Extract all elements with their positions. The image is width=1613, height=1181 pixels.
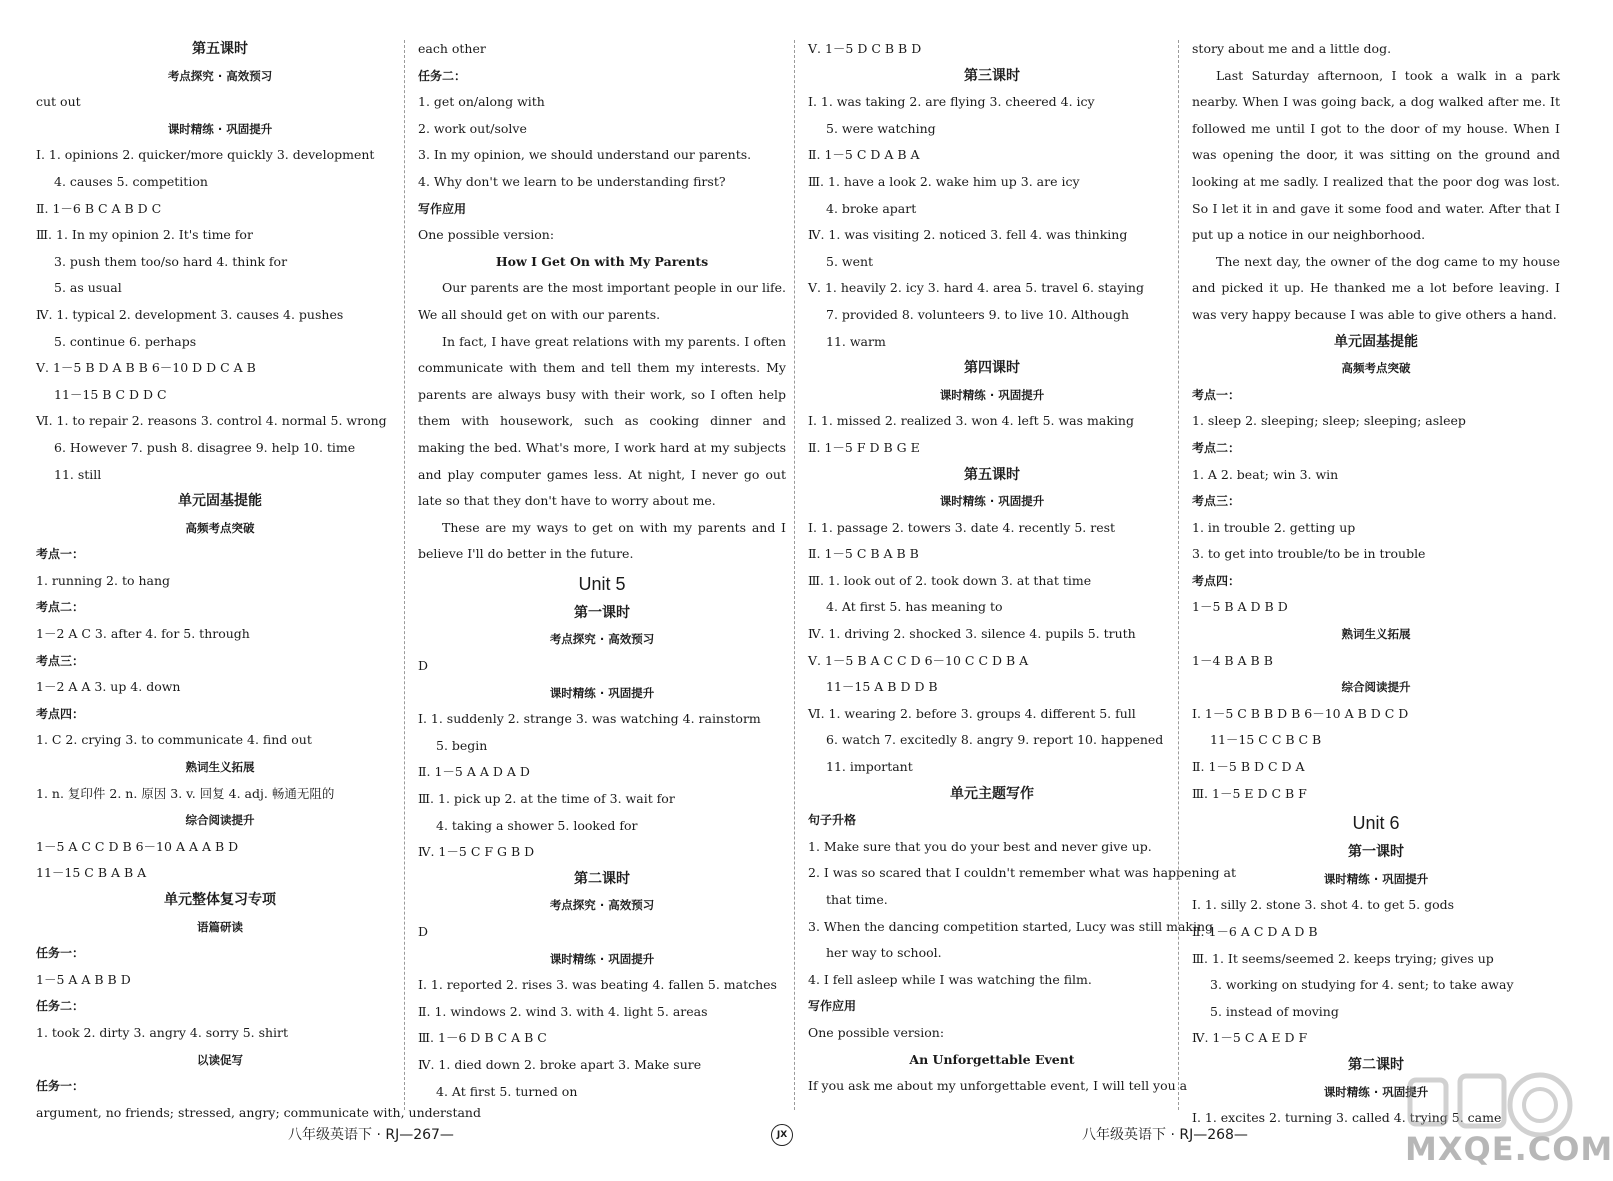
task-label: 考点三： bbox=[1192, 494, 1241, 509]
answer-line: If you ask me about my unforgettable event, I will tell you a bbox=[808, 1078, 1188, 1094]
task-label: 写作应用 bbox=[418, 201, 467, 216]
answer-line: Ⅰ. 1. opinions 2. quicker/more quickly 3. development bbox=[36, 147, 375, 163]
subsection-heading: 熟词生义拓展 bbox=[185, 760, 255, 775]
section-heading: 单元主题写作 bbox=[950, 785, 1034, 802]
answer-line: 1. took 2. dirty 3. angry 4. sorry 5. shirt bbox=[36, 1024, 289, 1040]
section-heading: 第四课时 bbox=[964, 360, 1020, 377]
essay-paragraph: In fact, I have great relations with my parents. I often communicate with them and tell them my interests. My parents are always busy with their work, so I often help them with housework, such as cooking dinner and making the bed. What's more, I work hard at my subjects and play computer games less. At night, I never go out late so that they don't have to worry about me. bbox=[418, 333, 786, 509]
answer-line: Ⅰ. 1. reported 2. rises 3. was beating 4. fallen 5. matches bbox=[418, 977, 777, 993]
answer-line: 7. provided 8. volunteers 9. to live 10. Although bbox=[826, 306, 1130, 322]
answer-line: Ⅰ. 1. was taking 2. are flying 3. cheered 4. icy bbox=[808, 94, 1095, 110]
answer-line: Ⅱ. 1－5 B D C D A bbox=[1192, 759, 1305, 775]
section-heading: 第二课时 bbox=[1348, 1056, 1404, 1073]
answer-line: Ⅲ. 1. In my opinion 2. It's time for bbox=[36, 227, 253, 243]
watermark-text: MXQE.COM bbox=[1405, 1130, 1613, 1168]
page-footer-left: 八年级英语下 · RJ—267— bbox=[288, 1127, 454, 1143]
answer-line: Ⅵ. 1. to repair 2. reasons 3. control 4. normal 5. wrong bbox=[36, 413, 387, 429]
answer-line: Ⅳ. 1－5 C A E D F bbox=[1192, 1030, 1308, 1046]
answer-line: 1－2 A A 3. up 4. down bbox=[36, 679, 181, 695]
section-heading: 第三课时 bbox=[964, 67, 1020, 84]
unit-title: Unit 5 bbox=[578, 573, 626, 594]
answer-line: 3. to get into trouble/to be in trouble bbox=[1192, 546, 1426, 562]
answer-line: Ⅰ. 1. excites 2. turning 3. called 4. trying 5. came bbox=[1192, 1110, 1502, 1126]
task-label: 任务二： bbox=[418, 68, 467, 83]
task-label: 句子升格 bbox=[808, 813, 857, 828]
answer-line: 1－5 A A B B D bbox=[36, 971, 131, 987]
answer-line: 1. C 2. crying 3. to communicate 4. find out bbox=[36, 732, 312, 748]
task-label: 考点一： bbox=[1192, 387, 1241, 402]
answer-line: 11－15 C B A B A bbox=[36, 865, 147, 881]
subsection-heading: 综合阅读提升 bbox=[1341, 680, 1411, 695]
task-label: 任务二： bbox=[36, 999, 85, 1014]
answer-line: Ⅴ. 1－5 B A C C D 6－10 C C D B A bbox=[808, 652, 1029, 668]
section-heading: 第五课时 bbox=[964, 466, 1020, 483]
answer-line: 11. important bbox=[826, 759, 913, 775]
subsection-heading: 课时精练 · 巩固提升 bbox=[549, 951, 655, 966]
subsection-heading: 熟词生义拓展 bbox=[1341, 627, 1411, 642]
answer-line: Ⅲ. 1. It seems/seemed 2. keeps trying; gives up bbox=[1192, 950, 1494, 966]
answer-line: Ⅲ. 1. look out of 2. took down 3. at that time bbox=[808, 572, 1092, 588]
page-footer-right: 八年级英语下 · RJ—268— bbox=[1082, 1127, 1248, 1143]
answer-line: Ⅲ. 1. pick up 2. at the time of 3. wait for bbox=[418, 791, 675, 807]
answer-line: Ⅲ. 1－6 D B C A B C bbox=[418, 1030, 547, 1046]
answer-line: Ⅰ. 1. suddenly 2. strange 3. was watching 4. rainstorm bbox=[418, 711, 761, 727]
answer-line: 3. push them too/so hard 4. think for bbox=[54, 253, 288, 269]
answer-line: 1. running 2. to hang bbox=[36, 572, 171, 588]
answer-line: Ⅱ. 1－6 A C D A D B bbox=[1192, 924, 1318, 939]
answer-line: 6. watch 7. excitedly 8. angry 9. report 10. happened bbox=[826, 732, 1164, 748]
answer-line: 1－4 B A B B bbox=[1192, 652, 1273, 668]
answer-line: Ⅲ. 1－5 E D C B F bbox=[1192, 785, 1307, 801]
subsection-heading: 课时精练 · 巩固提升 bbox=[167, 121, 273, 136]
answer-line: D bbox=[418, 658, 429, 674]
answer-line: 5. as usual bbox=[54, 280, 122, 296]
answer-line: 1－5 A C C D B 6－10 A A A B D bbox=[36, 838, 239, 854]
answer-line: Ⅱ. 1. windows 2. wind 3. with 4. light 5. areas bbox=[418, 1003, 708, 1019]
answer-line: Ⅱ. 1－5 F D B G E bbox=[808, 439, 920, 455]
answer-line: 11. warm bbox=[826, 333, 886, 349]
answer-line: Ⅰ. 1. passage 2. towers 3. date 4. recently 5. rest bbox=[808, 519, 1116, 535]
answer-line: Ⅵ. 1. wearing 2. before 3. groups 4. different 5. full bbox=[808, 705, 1136, 721]
answer-line: Ⅳ. 1－5 C F G B D bbox=[418, 844, 535, 860]
answer-line: Ⅳ. 1. driving 2. shocked 3. silence 4. pupils 5. truth bbox=[808, 626, 1136, 642]
task-label: 任务一： bbox=[36, 946, 85, 961]
answer-line: 4. I fell asleep while I was watching the film. bbox=[808, 971, 1092, 987]
unit-title: Unit 6 bbox=[1352, 813, 1400, 834]
answer-line: 3. working on studying for 4. sent; to take away bbox=[1210, 977, 1514, 993]
answer-line: 5. were watching bbox=[826, 120, 936, 136]
answer-line: 5. begin bbox=[436, 737, 488, 753]
answer-line: Ⅳ. 1. died down 2. broke apart 3. Make sure bbox=[418, 1056, 702, 1072]
task-label: 写作应用 bbox=[808, 999, 857, 1014]
task-label: 考点四： bbox=[1192, 573, 1241, 588]
answer-line: 4. broke apart bbox=[826, 200, 917, 216]
answer-line: 11－15 C C B C B bbox=[1210, 732, 1322, 748]
answer-line: 1－2 A C 3. after 4. for 5. through bbox=[36, 626, 250, 642]
essay-title: How I Get On with My Parents bbox=[495, 253, 709, 269]
answer-line: Ⅴ. 1－5 B D A B B 6－10 D D C A B bbox=[36, 360, 256, 376]
answer-line: 1. get on/along with bbox=[418, 94, 545, 110]
column-divider bbox=[404, 40, 405, 1110]
essay-paragraph: Last Saturday afternoon, I took a walk in a park nearby. When I was going back, a dog walked after me. It followed me until I got to the door of my house. When I was opening the door, it was sitting on the ground and looking at me sadly. I realized that the poor dog was lost. So I let it in and gave it some food and water. After that I put up a notice in our neighborhood. bbox=[1192, 67, 1560, 243]
answer-line: Ⅱ. 1－6 B C A B D C bbox=[36, 200, 162, 216]
answer-line: Ⅲ. 1. have a look 2. wake him up 3. are icy bbox=[808, 173, 1080, 189]
answer-line: her way to school. bbox=[826, 945, 942, 961]
section-heading: 单元整体复习专项 bbox=[164, 892, 276, 908]
answer-line: One possible version: bbox=[808, 1024, 945, 1040]
answer-line: cut out bbox=[36, 94, 81, 110]
subsection-heading: 以读促写 bbox=[197, 1052, 243, 1067]
answer-line: 11. still bbox=[54, 466, 102, 482]
answer-line: Ⅳ. 1. was visiting 2. noticed 3. fell 4. was thinking bbox=[808, 227, 1128, 243]
answer-line: 2. work out/solve bbox=[418, 120, 527, 136]
answer-line: One possible version: bbox=[418, 227, 555, 243]
answer-line: 1. sleep 2. sleeping; sleep; sleeping; asleep bbox=[1192, 413, 1466, 429]
subsection-heading: 课时精练 · 巩固提升 bbox=[939, 494, 1045, 509]
answer-line: Ⅰ. 1. missed 2. realized 3. won 4. left 5. was making bbox=[808, 413, 1134, 429]
section-heading: 单元固基提能 bbox=[1334, 333, 1418, 350]
section-heading: 第一课时 bbox=[1348, 844, 1404, 861]
column-divider bbox=[794, 40, 795, 1110]
answer-line: 4. causes 5. competition bbox=[54, 173, 208, 189]
answer-line: Ⅱ. 1－5 A A D A D bbox=[418, 764, 530, 780]
answer-line: 5. went bbox=[826, 253, 874, 269]
answer-line: 4. At first 5. has meaning to bbox=[826, 599, 1003, 615]
subsection-heading: 考点探究 · 高效预习 bbox=[549, 632, 655, 647]
essay-paragraph: Our parents are the most important people in our life. We all should get on with our parents. bbox=[418, 280, 786, 322]
answer-line: Ⅰ. 1－5 C B B D B 6－10 A B D C D bbox=[1192, 705, 1409, 721]
subsection-heading: 课时精练 · 巩固提升 bbox=[1323, 871, 1429, 886]
subsection-heading: 语篇研读 bbox=[197, 919, 243, 934]
task-label: 考点三： bbox=[36, 653, 85, 668]
answer-line: 11－15 B C D D C bbox=[54, 386, 167, 402]
answer-column-4 bbox=[1192, 36, 1560, 1132]
task-label: 考点二： bbox=[36, 600, 85, 615]
answer-line: 11－15 A B D D B bbox=[826, 679, 938, 695]
answer-line: 5. instead of moving bbox=[1210, 1003, 1339, 1019]
answer-line: 6. However 7. push 8. disagree 9. help 10. time bbox=[54, 439, 356, 455]
subsection-heading: 课时精练 · 巩固提升 bbox=[549, 685, 655, 700]
answer-line: 4. At first 5. turned on bbox=[436, 1083, 578, 1099]
answer-line: Ⅱ. 1－5 C B A B B bbox=[808, 546, 919, 562]
answer-line: each other bbox=[418, 41, 486, 56]
answer-line: 1. Make sure that you do your best and never give up. bbox=[808, 838, 1152, 854]
answer-line: 1. in trouble 2. getting up bbox=[1192, 519, 1356, 535]
answer-line: D bbox=[418, 924, 429, 939]
answer-line: 5. continue 6. perhaps bbox=[54, 333, 197, 349]
answer-line: 4. taking a shower 5. looked for bbox=[436, 817, 638, 833]
answer-line: 3. In my opinion, we should understand our parents. bbox=[418, 147, 752, 163]
essay-paragraph: These are my ways to get on with my parents and I believe I'll do better in the future. bbox=[418, 519, 786, 562]
essay-title: An Unforgettable Event bbox=[909, 1051, 1075, 1067]
section-heading: 第二课时 bbox=[574, 870, 630, 887]
section-heading: 单元固基提能 bbox=[178, 493, 262, 510]
task-label: 任务一： bbox=[36, 1079, 85, 1094]
subsection-heading: 高频考点突破 bbox=[185, 520, 255, 535]
answer-line: 1. n. 复印件 2. n. 原因 3. v. 回复 4. adj. 畅通无阻的 bbox=[36, 785, 335, 801]
subsection-heading: 考点探究 · 高效预习 bbox=[167, 68, 273, 83]
jx-badge: JX bbox=[771, 1124, 793, 1146]
task-label: 考点四： bbox=[36, 706, 85, 721]
subsection-heading: 考点探究 · 高效预习 bbox=[549, 898, 655, 913]
subsection-heading: 综合阅读提升 bbox=[185, 813, 255, 828]
answer-line: 2. I was so scared that I couldn't remember what was happening at bbox=[808, 865, 1236, 881]
answer-line: Ⅰ. 1. silly 2. stone 3. shot 4. to get 5. gods bbox=[1192, 897, 1455, 913]
answer-line: Ⅴ. 1. heavily 2. icy 3. hard 4. area 5. travel 6. staying bbox=[808, 280, 1144, 296]
answer-line: 1. A 2. beat; win 3. win bbox=[1192, 466, 1339, 482]
subsection-heading: 课时精练 · 巩固提升 bbox=[939, 387, 1045, 402]
answer-line: argument, no friends; stressed, angry; communicate with, understand bbox=[36, 1104, 481, 1120]
subsection-heading: 课时精练 · 巩固提升 bbox=[1323, 1084, 1429, 1099]
task-label: 考点一： bbox=[36, 547, 85, 562]
answer-column-2 bbox=[418, 36, 786, 1105]
answer-line: Ⅴ. 1－5 D C B B D bbox=[808, 41, 922, 56]
answer-line: Ⅳ. 1. typical 2. development 3. causes 4. pushes bbox=[36, 306, 344, 322]
task-label: 考点二： bbox=[1192, 440, 1241, 455]
section-heading: 第一课时 bbox=[574, 604, 630, 621]
column-divider bbox=[1178, 40, 1179, 1110]
answer-line: 4. Why don't we learn to be understanding first? bbox=[418, 173, 726, 189]
answer-line: 3. When the dancing competition started, Lucy was still making bbox=[808, 918, 1214, 934]
answer-line: Ⅱ. 1－5 C D A B A bbox=[808, 147, 920, 163]
essay-paragraph: story about me and a little dog. bbox=[1192, 41, 1392, 56]
essay-paragraph: The next day, the owner of the dog came to my house and picked it up. He thanked me a lot before leaving. I was very happy because I was able to give others a hand. bbox=[1192, 253, 1560, 322]
section-heading: 第五课时 bbox=[192, 41, 248, 57]
subsection-heading: 高频考点突破 bbox=[1341, 361, 1411, 376]
answer-line: 1－5 B A D B D bbox=[1192, 599, 1288, 615]
answer-line: that time. bbox=[826, 892, 888, 907]
